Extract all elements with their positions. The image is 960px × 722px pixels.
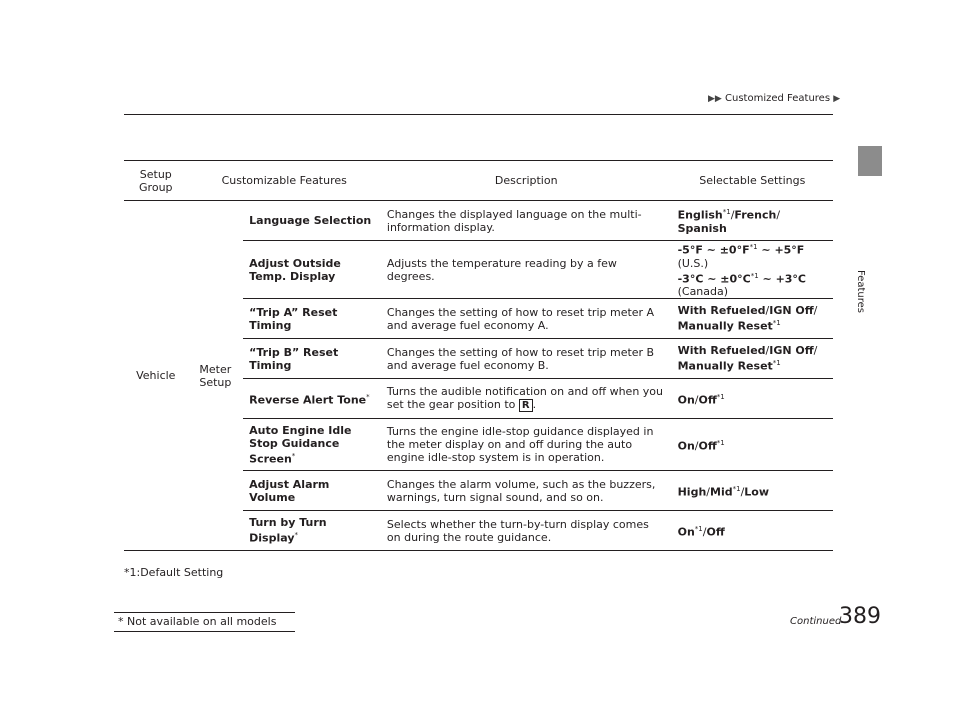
setup-subgroup-meter: Meter Setup bbox=[188, 201, 244, 551]
availability-asterisk: * bbox=[294, 531, 299, 540]
feature-name: Auto Engine Idle Stop Guidance Screen* bbox=[243, 419, 381, 471]
setting-option: Low bbox=[744, 485, 770, 499]
header-customizable-features: Customizable Features bbox=[188, 161, 381, 201]
availability-asterisk: * bbox=[366, 392, 370, 401]
feature-description: Adjusts the temperature reading by a few degrees. bbox=[381, 241, 672, 299]
setting-option: Manually Reset bbox=[677, 360, 773, 374]
setting-option: -3°C ~ ±0°C bbox=[677, 272, 751, 286]
table-header-row bbox=[124, 161, 833, 201]
continued-label: Continued bbox=[790, 616, 842, 627]
breadcrumb-tail-arrow-icon: ▶ bbox=[833, 94, 841, 104]
breadcrumb bbox=[708, 93, 840, 104]
setting-option: -5°F ~ ±0°F bbox=[677, 243, 750, 257]
default-marker: *1 bbox=[749, 243, 758, 251]
setting-separator: / bbox=[702, 525, 707, 539]
feature-name: Turn by Turn Display* bbox=[243, 511, 381, 551]
selectable-settings bbox=[672, 471, 833, 511]
top-divider bbox=[124, 114, 833, 115]
default-marker: *1 bbox=[772, 319, 781, 328]
setting-option: On bbox=[677, 393, 695, 407]
section-side-label: Features bbox=[855, 270, 866, 313]
feature-description: Turns the audible notification on and off when you set the gear position to R . bbox=[381, 379, 672, 419]
feature-name: “Trip B” Reset Timing bbox=[243, 339, 381, 379]
selectable-settings bbox=[672, 241, 833, 299]
setting-separator: / bbox=[765, 304, 770, 318]
default-marker: *1 bbox=[732, 484, 741, 493]
setting-option: On bbox=[677, 439, 695, 453]
header-selectable-settings: Selectable Settings bbox=[672, 161, 833, 201]
default-marker: *1 bbox=[694, 524, 703, 533]
setting-separator: / bbox=[813, 344, 818, 358]
gear-reverse-icon: R bbox=[519, 399, 533, 412]
feature-name: “Trip A” Reset Timing bbox=[243, 299, 381, 339]
default-marker: *1 bbox=[722, 208, 731, 217]
default-marker: *1 bbox=[716, 392, 725, 401]
setting-option: High bbox=[677, 485, 707, 499]
availability-asterisk: * bbox=[291, 451, 296, 460]
selectable-settings bbox=[672, 339, 833, 379]
setting-option: With Refueled bbox=[677, 304, 766, 318]
page-number: 389 bbox=[839, 604, 881, 629]
setting-option: English bbox=[677, 208, 723, 222]
setting-separator: / bbox=[694, 393, 699, 407]
setting-separator: / bbox=[706, 485, 710, 499]
setting-option: Off bbox=[698, 393, 717, 407]
setup-group-vehicle: Vehicle bbox=[124, 201, 188, 551]
setting-separator: / bbox=[813, 304, 818, 318]
default-marker: *1 bbox=[772, 359, 781, 368]
setting-separator: / bbox=[694, 439, 699, 453]
selectable-settings bbox=[672, 299, 833, 339]
feature-name: Adjust Alarm Volume bbox=[243, 471, 381, 511]
setting-option: ~ +3°C bbox=[758, 272, 807, 286]
setting-option: IGN Off bbox=[769, 304, 814, 318]
setting-option: Spanish bbox=[677, 221, 727, 235]
feature-name: Language Selection bbox=[243, 201, 381, 241]
setting-option: On bbox=[677, 525, 695, 539]
setting-option: French bbox=[734, 208, 777, 222]
breadcrumb-arrows-icon: ▶▶ bbox=[708, 94, 722, 104]
setting-option: With Refueled bbox=[677, 344, 766, 358]
section-tab-marker bbox=[858, 146, 882, 176]
not-available-note: * Not available on all models bbox=[114, 612, 295, 632]
feature-description: Changes the setting of how to reset trip meter A and average fuel economy A. bbox=[381, 299, 672, 339]
feature-description: Changes the setting of how to reset trip meter B and average fuel economy B. bbox=[381, 339, 672, 379]
header-description: Description bbox=[381, 161, 672, 201]
setting-option: Off bbox=[706, 525, 725, 539]
setting-option: Off bbox=[698, 439, 717, 453]
customized-features-table bbox=[124, 160, 833, 551]
default-setting-footnote: *1:Default Setting bbox=[124, 566, 224, 579]
selectable-settings bbox=[672, 511, 833, 551]
feature-description: Selects whether the turn-by-turn display comes on during the route guidance. bbox=[381, 511, 672, 551]
breadcrumb-label[interactable]: Customized Features bbox=[725, 93, 831, 104]
feature-description: Changes the displayed language on the multi-information display. bbox=[381, 201, 672, 241]
setting-option: Mid bbox=[710, 485, 733, 499]
selectable-settings bbox=[672, 419, 833, 471]
selectable-settings bbox=[672, 379, 833, 419]
setting-option: IGN Off bbox=[769, 344, 814, 358]
setting-separator: (Canada) bbox=[677, 285, 729, 299]
selectable-settings bbox=[672, 201, 833, 241]
default-marker: *1 bbox=[716, 438, 725, 447]
setting-separator: / bbox=[776, 208, 781, 222]
setting-separator: / bbox=[730, 208, 735, 222]
feature-name: Adjust Outside Temp. Display bbox=[243, 241, 381, 299]
setting-option: Manually Reset bbox=[677, 320, 773, 334]
setting-separator: / bbox=[765, 344, 770, 358]
feature-name: Reverse Alert Tone* bbox=[243, 379, 381, 419]
setting-separator: (U.S.) bbox=[677, 256, 709, 270]
feature-description: Turns the engine idle-stop guidance displayed in the meter display on and off during the auto engine idle-stop system is in operation. bbox=[381, 419, 672, 471]
header-setup-group: Setup Group bbox=[124, 161, 188, 201]
table-row bbox=[124, 201, 833, 241]
feature-description: Changes the alarm volume, such as the buzzers, warnings, turn signal sound, and so on. bbox=[381, 471, 672, 511]
setting-option: ~ +5°F bbox=[757, 243, 805, 257]
setting-separator: / bbox=[740, 485, 745, 499]
default-marker: *1 bbox=[750, 271, 759, 280]
